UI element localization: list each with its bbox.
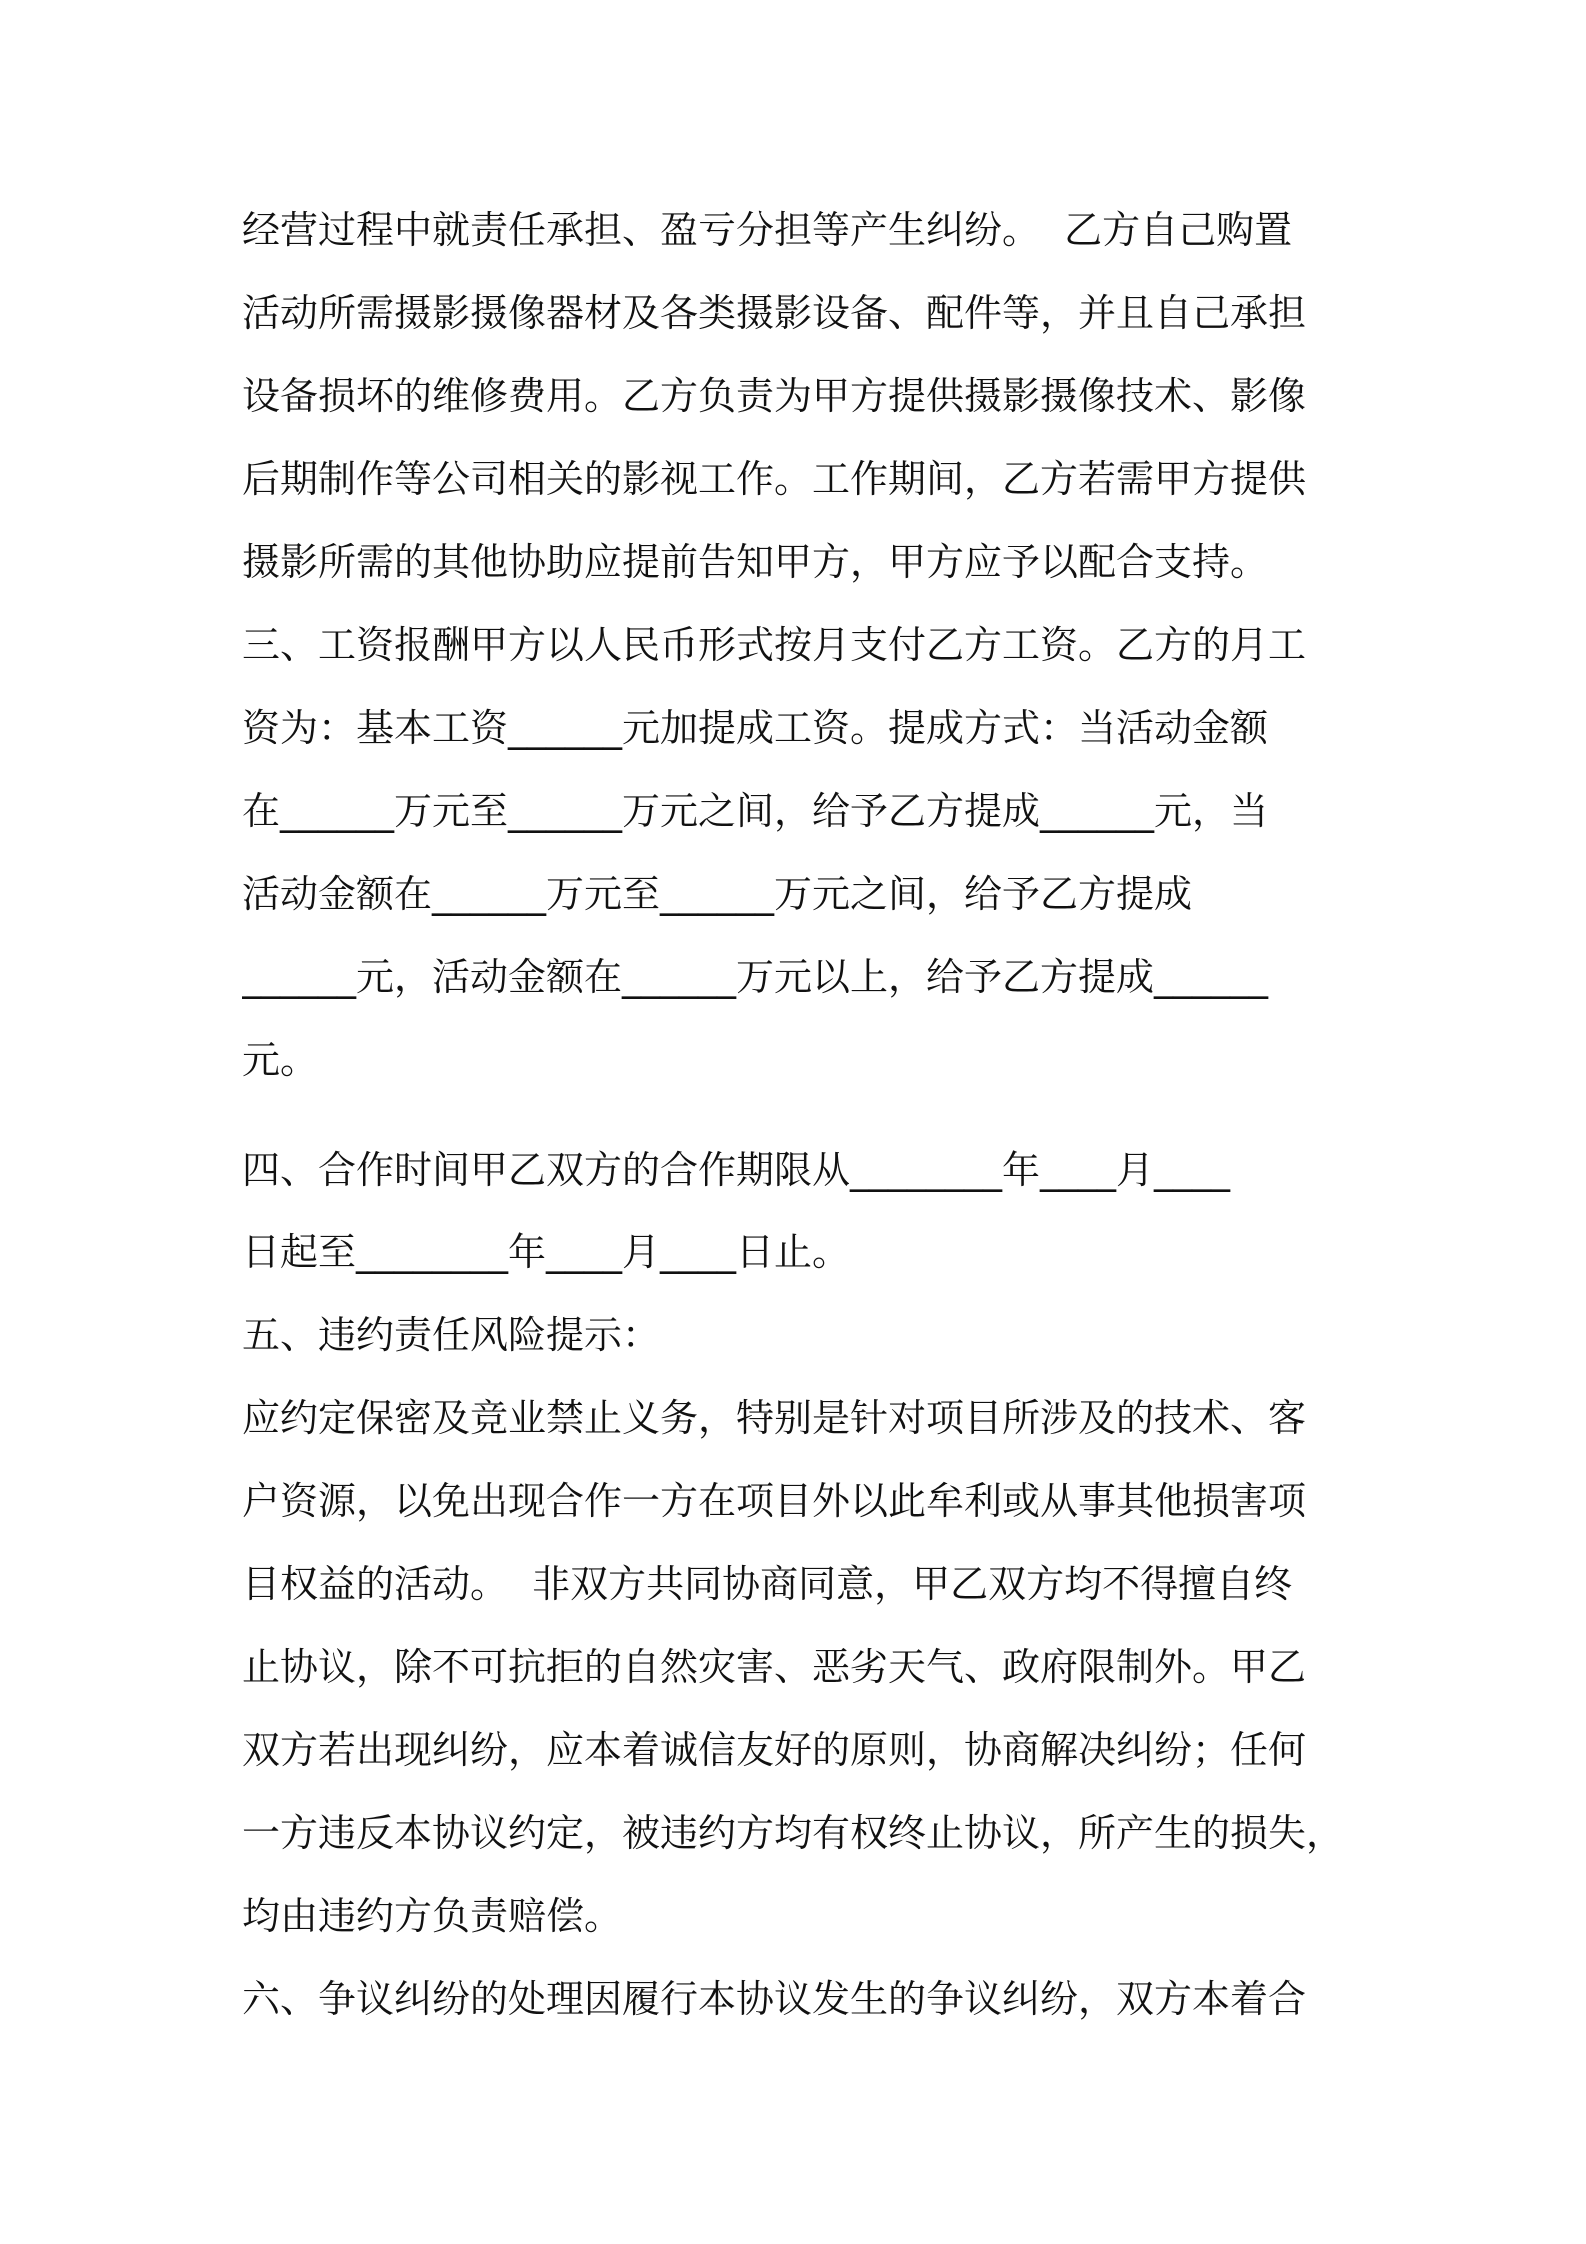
text-line-1: 经营过程中就责任承担、盈亏分担等产生纠纷。 乙方自己购置 [242, 208, 1293, 252]
text-line-11: 元。 [242, 1038, 319, 1082]
section-heading-breach-risk: 五、违约责任风险提示： [242, 1313, 661, 1357]
text-line-5: 摄影所需的其他协助应提前告知甲方，甲方应予以配合支持。 [242, 540, 1269, 584]
section-heading-salary: 三、工资报酬甲方以人民币形式按月支付乙方工资。乙方的月工 [242, 623, 1307, 667]
text-line-16: 户资源，以免出现合作一方在项目外以此牟利或从事其他损害项 [242, 1479, 1307, 1523]
section-heading-dispute: 六、争议纠纷的处理因履行本协议发生的争议纠纷，双方本着合 [242, 1977, 1307, 2021]
text-line-13: 日起至________年____月____日止。 [242, 1230, 851, 1274]
text-line-21: 均由违约方负责赔偿。 [242, 1894, 623, 1938]
text-line-20: 一方违反本协议约定，被违约方均有权终止协议，所产生的损失， [242, 1811, 1345, 1855]
text-line-17: 目权益的活动。 非双方共同协商同意，甲乙双方均不得擅自终 [242, 1562, 1293, 1606]
text-line-4: 后期制作等公司相关的影视工作。工作期间，乙方若需甲方提供 [242, 457, 1307, 501]
text-line-10: ______元，活动金额在______万元以上，给予乙方提成______ [242, 955, 1269, 999]
text-line-3: 设备损坏的维修费用。乙方负责为甲方提供摄影摄像技术、影像 [242, 374, 1307, 418]
text-line-19: 双方若出现纠纷，应本着诚信友好的原则，协商解决纠纷；任何 [242, 1728, 1307, 1772]
text-line-9: 活动金额在______万元至______万元之间，给予乙方提成 [242, 872, 1193, 916]
text-line-15: 应约定保密及竞业禁止义务，特别是针对项目所涉及的技术、客 [242, 1396, 1307, 1440]
text-line-8: 在______万元至______万元之间，给予乙方提成______元，当 [242, 789, 1269, 833]
text-line-7: 资为：基本工资______元加提成工资。提成方式：当活动金额 [242, 706, 1269, 750]
section-heading-cooperation-term: 四、合作时间甲乙双方的合作期限从________年____月____ [242, 1148, 1231, 1192]
text-line-2: 活动所需摄影摄像器材及各类摄影设备、配件等，并且自己承担 [242, 291, 1307, 335]
text-line-18: 止协议，除不可抗拒的自然灾害、恶劣天气、政府限制外。甲乙 [242, 1645, 1307, 1689]
